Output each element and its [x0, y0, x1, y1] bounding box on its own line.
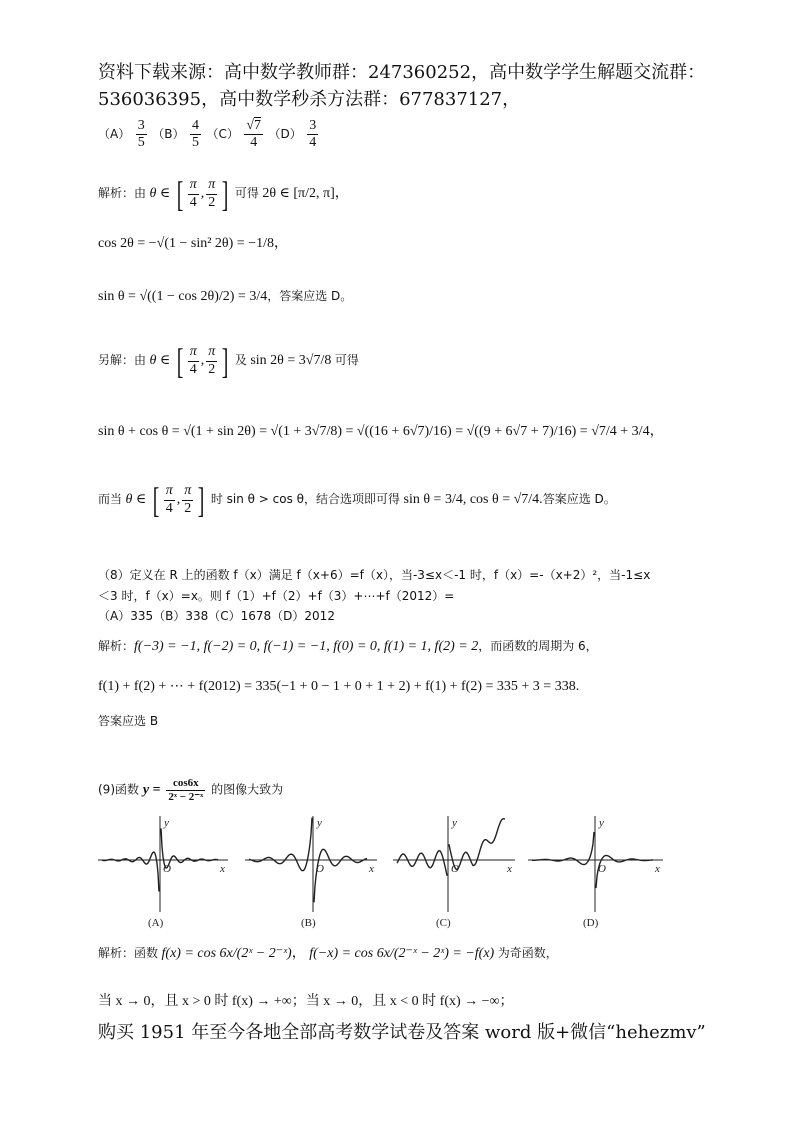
option-b-label: （B）	[152, 126, 185, 141]
option-a-label: （A）	[98, 126, 131, 141]
option-a-value: $\frac{3}{5}$	[137, 118, 145, 151]
q7-sin-line: sin θ = √((1 − cos 2θ)/2) = 3/4，答案应选 D。	[98, 289, 353, 304]
q7-alt-solution: 另解：由 θ ∈ [ $\frac{\pi}{4}$ , $\frac{\pi}{2}$ ] 及 sin 2θ = 3√7/8 可得	[98, 341, 359, 381]
footer-ad: 购买 1951 年至今各地全部高考数学试卷及答案 word 版+微信“hehezmv”	[98, 1022, 706, 1043]
x-axis-label-1: x	[369, 863, 374, 875]
q9-answer-graphs	[98, 812, 663, 930]
option-b-value: $\frac{4}{5}$	[191, 118, 199, 151]
q8-options: （A）335（B）338（C）1678（D）2012	[98, 609, 335, 623]
graph-caption-0: (A)	[148, 917, 164, 929]
option-c-value: $\frac{√7}{4}$	[246, 118, 262, 151]
graph-caption-1: (B)	[301, 917, 316, 929]
option-d-label: （D）	[268, 126, 302, 141]
origin-label-3: O	[598, 863, 606, 875]
q7-options	[98, 118, 320, 151]
graphs-svg	[98, 812, 663, 930]
origin-label-0: O	[163, 863, 171, 875]
graph-caption-3: (D)	[583, 917, 599, 929]
x-axis-label-3: x	[655, 863, 660, 875]
q8-sum: f(1) + f(2) + ⋯ + f(2012) = 335(−1 + 0 − 1 + 0 + 1 + 2) + f(1) + f(2) = 335 + 3 = 338.	[98, 679, 580, 694]
q8-stem-1: （8）定义在 R 上的函数 f（x）满足 f（x+6）=f（x），当-3≤x＜-1 时，f（x）=-（x+2）²，当-1≤x	[98, 568, 651, 582]
option-d-value: $\frac{3}{4}$	[309, 118, 317, 151]
q8-answer: 答案应选 B	[98, 714, 159, 728]
origin-label-1: O	[316, 863, 324, 875]
graph-caption-2: (C)	[436, 917, 451, 929]
x-axis-label-2: x	[507, 863, 512, 875]
y-axis-label-1: y	[317, 817, 322, 829]
q9-stem: (9)函数 y = $\frac{\cos 6x}{\text{2ˣ − 2⁻ˣ}}$ 的图像大致为	[98, 777, 284, 803]
header-line-2: 536036395，高中数学秒杀方法群：677837127，	[98, 89, 521, 110]
q8-solution: 解析：f(−3) = −1, f(−2) = 0, f(−1) = −1, f(0) = 0, f(1) = 1, f(2) = 2，而函数的周期为 6，	[98, 639, 598, 654]
origin-label-2: O	[451, 863, 459, 875]
q8-stem-2: ＜3 时，f（x）=x。则 f（1）+f（2）+f（3）+⋯+f（2012）=	[98, 589, 455, 603]
header-line-1: 资料下载来源：高中数学教师群：247360252，高中数学学生解题交流群：	[98, 62, 706, 83]
q7-sum-line: sin θ + cos θ = √(1 + sin 2θ) = √(1 + 3√7/8) = √((16 + 6√7)/16) = √((9 + 6√7 + 7)/16) = √7/4 + 3/4，	[98, 424, 664, 439]
y-axis-label-3: y	[599, 817, 604, 829]
q9-limits: 当 x → 0，且 x > 0 时 f(x) → +∞；当 x → 0，且 x < 0 时 f(x) → −∞；	[98, 994, 514, 1009]
y-axis-label-0: y	[164, 817, 169, 829]
y-axis-label-2: y	[452, 817, 457, 829]
q7-cos2-line: cos 2θ = −√(1 − sin² 2θ) = −1/8，	[98, 236, 288, 251]
option-c-label: （C）	[206, 126, 239, 141]
q9-solution: 解析：函数 f(x) = cos 6x/(2ˣ − 2⁻ˣ)， f(−x) = cos 6x/(2⁻ˣ − 2ˣ) = −f(x) 为奇函数，	[98, 946, 558, 961]
q7-solution-line-1: 解析：由 θ ∈ [ $\frac{\pi}{4}$ , $\frac{\pi}{2}$ ] 可得 2θ ∈ [π/2, π]，	[98, 174, 349, 214]
q7-conclusion: 而当 θ ∈ [ $\frac{\pi}{4}$ , $\frac{\pi}{2}$ ] 时 sin θ > cos θ，结合选项即可得 sin θ = 3/4, cos θ = √7/4.答案应选 D。	[98, 480, 616, 520]
x-axis-label-0: x	[220, 863, 225, 875]
